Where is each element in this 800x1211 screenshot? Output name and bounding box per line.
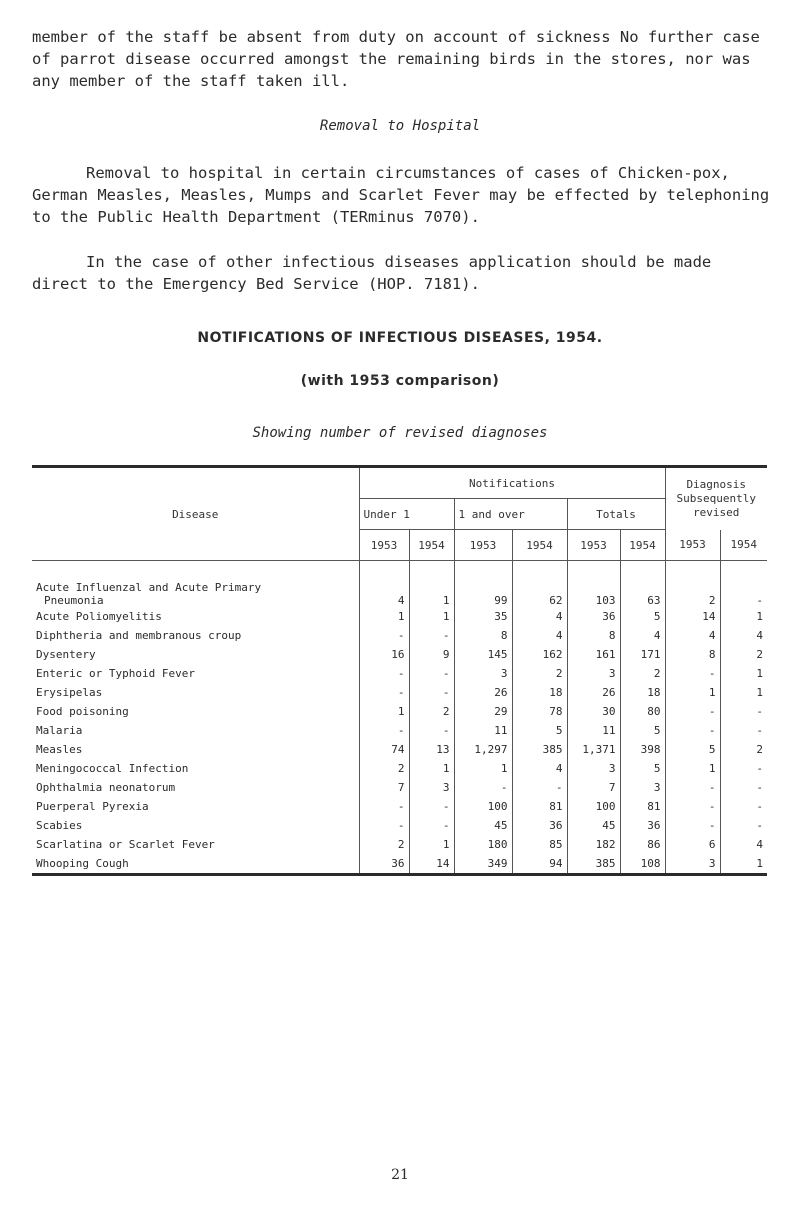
disease-name-line: Meningococcal Infection [36,762,189,775]
cell-value: - [665,721,720,740]
cell-value: - [720,702,767,721]
cell-value: 94 [512,854,567,875]
cell-value: 99 [454,561,512,608]
disease-name [32,835,359,854]
cell-value: 2 [409,702,454,721]
disease-name [32,721,359,740]
cell-value: 85 [512,835,567,854]
cell-value: 45 [454,816,512,835]
disease-name-line: Pneumonia [44,594,104,607]
table-row [32,740,767,759]
cell-value: 80 [620,702,665,721]
notifications-header: Notifications [359,467,665,499]
table-title: NOTIFICATIONS OF INFECTIOUS DISEASES, 1954. [197,330,603,346]
cell-value: 2 [359,835,409,854]
table-row [32,702,767,721]
disease-name [32,816,359,835]
cell-value: 2 [359,759,409,778]
cell-value: 5 [665,740,720,759]
cell-value: 108 [620,854,665,875]
cell-value: 145 [454,645,512,664]
cell-value: 81 [620,797,665,816]
cell-value: - [512,778,567,797]
cell-value: 103 [567,561,620,608]
table-row [32,607,767,626]
disease-name [32,645,359,664]
cell-value: - [409,664,454,683]
cell-value: 4 [720,626,767,645]
cell-value: - [409,816,454,835]
cell-value: 26 [567,683,620,702]
disease-name-line: Ophthalmia neonatorum [36,781,176,794]
cell-value: 8 [567,626,620,645]
cell-value: 385 [512,740,567,759]
cell-value: 63 [620,561,665,608]
cell-value: 4 [720,835,767,854]
disease-name [32,778,359,797]
cell-value: 1,297 [454,740,512,759]
cell-value: 3 [409,778,454,797]
page-number: 21 [391,1167,409,1183]
cell-value: 2 [665,561,720,608]
cell-value: 3 [567,664,620,683]
cell-value: 180 [454,835,512,854]
cell-value: 36 [620,816,665,835]
cell-value: 4 [359,561,409,608]
cell-value: 5 [512,721,567,740]
year-label: 1954 [620,530,665,561]
cell-value: 8 [665,645,720,664]
cell-value: 18 [512,683,567,702]
cell-value: 62 [512,561,567,608]
disease-name-line: Diphtheria and membranous croup [36,629,242,642]
cell-value: 3 [567,759,620,778]
cell-value: 1 [665,683,720,702]
cell-value: 78 [512,702,567,721]
table-row [32,759,767,778]
cell-value: 1 [359,607,409,626]
table-row [32,854,767,875]
disease-name [32,854,359,875]
disease-name [32,759,359,778]
cell-value: 171 [620,645,665,664]
table-row [32,797,767,816]
cell-value: - [359,797,409,816]
cell-value: 182 [567,835,620,854]
cell-value: - [720,759,767,778]
cell-value: - [454,778,512,797]
cell-value: 3 [665,854,720,875]
removal-heading: Removal to Hospital [319,118,481,134]
disease-name [32,797,359,816]
cell-value: 3 [454,664,512,683]
cell-value: 35 [454,607,512,626]
table-row [32,778,767,797]
cell-value: 1,371 [567,740,620,759]
disease-name-line: Acute Influenzal and Acute Primary [36,581,262,594]
table-row [32,835,767,854]
year-label: 1953 [665,530,720,561]
cell-value: 1 [454,759,512,778]
disease-name [32,740,359,759]
disease-name [32,683,359,702]
cell-value: 349 [454,854,512,875]
cell-value: 4 [512,759,567,778]
cell-value: - [665,664,720,683]
cell-value: - [359,816,409,835]
table-row [32,664,767,683]
disease-name-line: Erysipelas [36,686,103,699]
disease-name-line: Food poisoning [36,705,129,718]
disease-name-line: Acute Poliomyelitis [36,610,162,623]
cell-value: 16 [359,645,409,664]
cell-value: 4 [512,626,567,645]
cell-value: 5 [620,721,665,740]
cell-value: 100 [567,797,620,816]
cell-value: 1 [409,759,454,778]
cell-value: 5 [620,759,665,778]
year-label: 1953 [454,530,512,561]
cell-value: 30 [567,702,620,721]
cell-value: - [720,561,767,608]
and-over-header: 1 and over [454,499,567,530]
disease-name [32,664,359,683]
disease-name-line: Scabies [36,819,83,832]
cell-value: 1 [720,664,767,683]
cell-value: 1 [665,759,720,778]
cell-value: 14 [665,607,720,626]
cell-value: - [359,664,409,683]
cell-value: - [359,721,409,740]
cell-value: 161 [567,645,620,664]
cell-value: - [665,797,720,816]
cell-value: 11 [454,721,512,740]
cell-value: 4 [512,607,567,626]
header-row-1 [32,467,767,499]
disease-name-line: Dysentery [36,648,96,661]
cell-value: 7 [359,778,409,797]
cell-value: 6 [665,835,720,854]
disease-name-line: Enteric or Typhoid Fever [36,667,195,680]
cell-value: 100 [454,797,512,816]
diagnosis-header: Diagnosis Subsequently revised [665,467,767,530]
cell-value: 1 [409,835,454,854]
disease-name-line: Whooping Cough [36,857,129,870]
disease-name [32,626,359,645]
year-label: 1953 [359,530,409,561]
year-label: 1954 [512,530,567,561]
disease-name-line: Puerperal Pyrexia [36,800,149,813]
disease-name-line: Malaria [36,724,83,737]
year-label: 1954 [409,530,454,561]
year-label: 1954 [720,530,767,561]
under1-header: Under 1 [359,499,454,530]
cell-value: 18 [620,683,665,702]
cell-value: 2 [720,740,767,759]
cell-value: 2 [620,664,665,683]
cell-value: 86 [620,835,665,854]
year-label: 1953 [567,530,620,561]
cell-value: 398 [620,740,665,759]
cell-value: 385 [567,854,620,875]
cell-value: 26 [454,683,512,702]
cell-value: 9 [409,645,454,664]
cell-value: 1 [720,607,767,626]
cell-value: 8 [454,626,512,645]
table-row [32,683,767,702]
cell-value: 29 [454,702,512,721]
cell-value: 45 [567,816,620,835]
cell-value: 36 [512,816,567,835]
cell-value: 1 [409,607,454,626]
cell-value: 7 [567,778,620,797]
cell-value: 1 [359,702,409,721]
cell-value: 11 [567,721,620,740]
cell-value: - [720,778,767,797]
table-row [32,645,767,664]
paragraph-continuation: member of the staff be absent from duty on account of sickness No further case of parrot disease occurred amongst the remaining birds in the stores, nor was any member of the staff taken ill. [32,28,760,90]
cell-value: - [720,721,767,740]
cell-value: 14 [409,854,454,875]
cell-value: - [665,816,720,835]
cell-value: 5 [620,607,665,626]
table-body [32,561,767,875]
cell-value: 81 [512,797,567,816]
table-row [32,721,767,740]
cell-value: - [665,778,720,797]
cell-value: 1 [409,561,454,608]
table-row [32,816,767,835]
cell-value: 1 [720,854,767,875]
disease-name [32,561,359,608]
cell-value: 13 [409,740,454,759]
paragraph-removal: Removal to hospital in certain circumstances of cases of Chicken-pox, German Measles, Measles, Mumps and Scarlet Fever may be effected by telephoning to the Public Health Department (TERminus 7070). [32,164,770,226]
paragraph-emergency: In the case of other infectious diseases application should be made direct to the Emergency Bed Service (HOP. 7181). [32,253,712,293]
disease-header: Disease [32,467,359,561]
cell-value: 162 [512,645,567,664]
cell-value: 4 [665,626,720,645]
totals-header: Totals [567,499,665,530]
table-caption: Showing number of revised diagnoses [252,425,548,441]
cell-value: 74 [359,740,409,759]
disease-name [32,607,359,626]
disease-name-line: Measles [36,743,83,756]
disease-name [32,702,359,721]
cell-value: - [409,797,454,816]
notifications-table [32,465,767,876]
table-row [32,626,767,645]
cell-value: - [359,626,409,645]
cell-value: - [359,683,409,702]
cell-value: 36 [359,854,409,875]
cell-value: - [720,797,767,816]
cell-value: 3 [620,778,665,797]
table-subtitle: (with 1953 comparison) [300,373,500,389]
cell-value: 2 [720,645,767,664]
table-row [32,561,767,608]
cell-value: 1 [720,683,767,702]
cell-value: - [665,702,720,721]
cell-value: 4 [620,626,665,645]
cell-value: - [409,626,454,645]
cell-value: - [409,683,454,702]
disease-name-line: Scarlatina or Scarlet Fever [36,838,215,851]
cell-value: 2 [512,664,567,683]
cell-value: - [409,721,454,740]
cell-value: 36 [567,607,620,626]
cell-value: - [720,816,767,835]
